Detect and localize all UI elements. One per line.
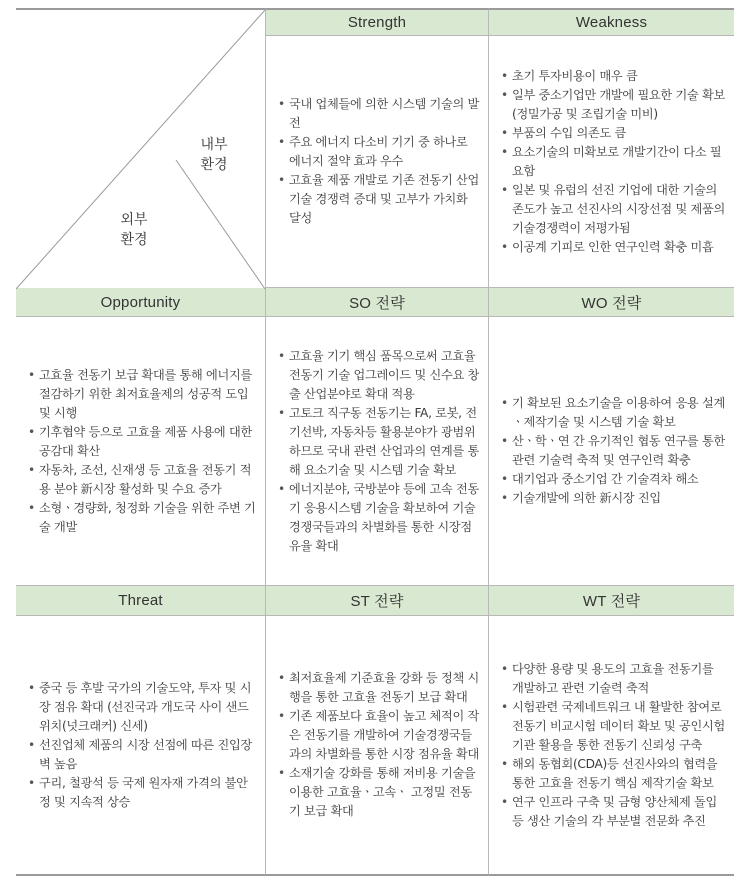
so-item: • 고효율 기기 핵심 품목으로써 고효율 전동기 기술 업그레이드 및 신수요 창출 산업분야로 확대 적용 xyxy=(278,347,482,404)
wt-item: • 해외 동협회(CDA)등 선진사와의 협력을 통한 고효율 전동기 핵심 제작기술 확보 xyxy=(501,755,728,793)
weakness-list xyxy=(501,67,728,257)
wo-item: • 대기업과 중소기업 간 기술격차 해소 xyxy=(501,470,728,489)
st-item: • 기존 제품보다 효율이 높고 체적이 작은 전동기를 개발하여 기술경쟁국들과의 차별화를 통한 시장 점유율 확대 xyxy=(278,707,482,764)
so-item: • 에너지분야, 국방분야 등에 고속 전동기 응용시스템 기술을 확보하여 기술경쟁국들과의 차별화를 통한 시장점유율 확대 xyxy=(278,480,482,556)
wt-item: • 다양한 용량 및 용도의 고효율 전동기를 개발하고 관련 기술력 축적 xyxy=(501,660,728,698)
external-label-line2: 환경 xyxy=(120,232,148,248)
wt-item: • 시험관련 국제네트워크 내 활발한 참여로 전동기 비교시험 데이터 확보 및 공인시험기관 활용을 통한 전동기 신뢰성 구축 xyxy=(501,698,728,755)
wo-list xyxy=(501,394,728,508)
wt-list xyxy=(501,660,728,831)
weakness-item: • 부품의 수입 의존도 큼 xyxy=(501,124,728,143)
threat-item: • 구리, 철광석 등 국제 원자재 가격의 불안정 및 지속적 상승 xyxy=(28,774,259,812)
diagonal-line-inner xyxy=(176,160,265,289)
strength-item: • 국내 업체들에 의한 시스템 기술의 발전 xyxy=(278,95,482,133)
weakness-item: • 요소기술의 미확보로 개발기간이 다소 필요함 xyxy=(501,143,728,181)
wo-item: • 기 확보된 요소기술을 이용하여 응용 설계ㆍ제작기술 및 시스템 기술 확보 xyxy=(501,394,728,432)
opportunity-list xyxy=(28,366,259,537)
strength-item: • 고효율 제품 개발로 기존 전동기 산업 기술 경쟁력 증대 및 고부가 가치화 달성 xyxy=(278,171,482,228)
st-header: ST 전략 xyxy=(266,586,489,616)
threat-item: • 선진업체 제품의 시장 선점에 따른 진입장벽 높음 xyxy=(28,736,259,774)
so-list xyxy=(278,347,482,556)
st-item: • 최저효율제 기준효율 강화 등 정책 시행을 통한 고효율 전동기 보급 확대 xyxy=(278,669,482,707)
threat-cell xyxy=(16,616,266,876)
opportunity-item: • 자동차, 조선, 신재생 등 고효율 전동기 적용 분야 新시장 활성화 및 수요 증가 xyxy=(28,461,259,499)
external-label-line1: 외부 xyxy=(120,212,148,228)
st-cell xyxy=(266,616,489,876)
weakness-item: • 이공계 기피로 인한 연구인력 확충 미흡 xyxy=(501,238,728,257)
wt-item: • 연구 인프라 구축 및 금형 양산체제 돌입 등 생산 기술의 각 부분별 전문화 추진 xyxy=(501,793,728,831)
corner-diagonal-cell xyxy=(16,8,266,288)
wo-header: WO 전략 xyxy=(489,288,734,317)
opportunity-item: • 기후협약 등으로 고효율 제품 사용에 대한 공감대 확산 xyxy=(28,423,259,461)
wt-cell xyxy=(489,616,734,876)
wo-cell xyxy=(489,317,734,586)
strength-item: • 주요 에너지 다소비 기기 중 하나로 에너지 절약 효과 우수 xyxy=(278,133,482,171)
threat-item: • 중국 등 후발 국가의 기술도약, 투자 및 시장 점유 확대 (선진국과 개도국 사이 샌드위치(넛크래커) 신세) xyxy=(28,679,259,736)
strength-header: Strength xyxy=(266,8,489,36)
wo-item: • 기술개발에 의한 新시장 진입 xyxy=(501,489,728,508)
threat-header: Threat xyxy=(16,586,266,616)
weakness-item: • 초기 투자비용이 매우 큼 xyxy=(501,67,728,86)
opportunity-cell xyxy=(16,317,266,586)
so-item: • 고토크 직구동 전동기는 FA, 로봇, 전기선박, 자동차등 활용분야가 광범위하므로 국내 관련 산업과의 연계를 통해 요소기술 및 시스템 기술 확보 xyxy=(278,404,482,480)
wt-header: WT 전략 xyxy=(489,586,734,616)
strength-list xyxy=(278,95,482,228)
st-item: • 소재기술 강화를 통해 저비용 기술을 이용한 고효율ㆍ고속ㆍ 고정밀 전동기 보급 확대 xyxy=(278,764,482,821)
external-env-label xyxy=(114,210,154,250)
st-list xyxy=(278,669,482,821)
opportunity-item: • 고효율 전동기 보급 확대를 통해 에너지를 절감하기 위한 최저효율제의 성공적 도입 및 시행 xyxy=(28,366,259,423)
so-cell xyxy=(266,317,489,586)
weakness-header: Weakness xyxy=(489,8,734,36)
so-header: SO 전략 xyxy=(266,288,489,317)
opportunity-header: Opportunity xyxy=(16,288,266,317)
weakness-item: • 일본 및 유럽의 선진 기업에 대한 기술의존도가 높고 선진사의 시장선점 및 제품의 기술경쟁력이 저평가됨 xyxy=(501,181,728,238)
internal-env-label xyxy=(194,135,234,175)
wo-item: • 산ㆍ학ㆍ연 간 유기적인 협동 연구를 통한 관련 기술력 축적 및 연구인력 확충 xyxy=(501,432,728,470)
opportunity-item: • 소형ㆍ경량화, 청정화 기술을 위한 주변 기술 개발 xyxy=(28,499,259,537)
strength-cell xyxy=(266,36,489,288)
internal-label-line1: 내부 xyxy=(200,137,228,153)
swot-table xyxy=(16,8,734,876)
weakness-item: • 일부 중소기업만 개발에 필요한 기술 확보(정밀가공 및 조립기술 미비) xyxy=(501,86,728,124)
threat-list xyxy=(28,679,259,812)
internal-label-line2: 환경 xyxy=(200,157,228,173)
weakness-cell xyxy=(489,36,734,288)
